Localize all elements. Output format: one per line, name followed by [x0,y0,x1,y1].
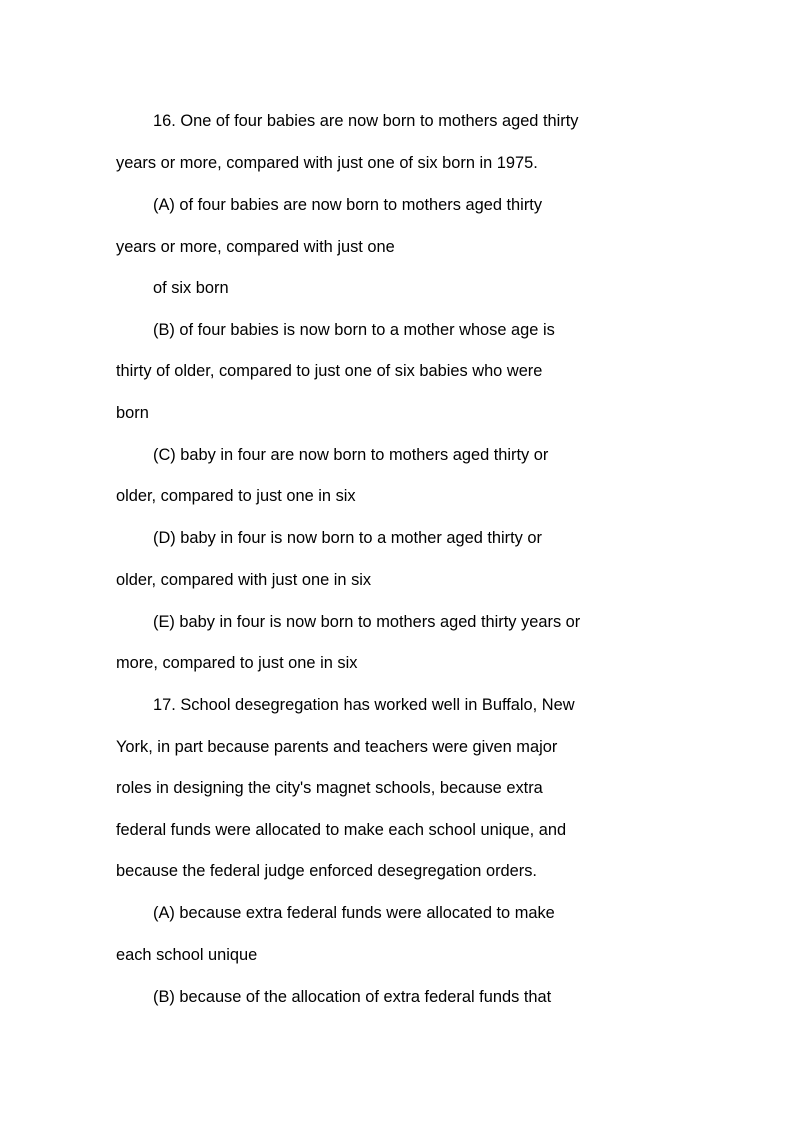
question-16-option-b-line-3: born [116,404,149,422]
question-16-option-b-line-2: thirty of older, compared to just one of six babies who were [116,362,543,380]
question-17-option-a-line-1: (A) because extra federal funds were allocated to make [153,904,555,922]
question-17-option-b-line-1: (B) because of the allocation of extra federal funds that [153,988,552,1006]
question-16-stem-line-2: years or more, compared with just one of six born in 1975. [116,154,538,172]
question-16-option-d-line-1: (D) baby in four is now born to a mother aged thirty or [153,529,543,547]
question-16-option-a-line-3: of six born [153,279,229,297]
question-17-stem-line-2: York, in part because parents and teachers were given major [116,738,558,756]
question-17-stem-line-1: 17. School desegregation has worked well in Buffalo, New [153,696,575,714]
question-16-option-c-line-1: (C) baby in four are now born to mothers aged thirty or [153,446,549,464]
question-17-option-a-line-2: each school unique [116,946,258,964]
question-16-option-a-line-1: (A) of four babies are now born to mothers aged thirty [153,196,543,214]
question-17-stem-line-4: federal funds were allocated to make each school unique, and [116,821,567,839]
question-16-option-c-line-2: older, compared to just one in six [116,487,356,505]
question-16-option-b-line-1: (B) of four babies is now born to a mother whose age is [153,321,555,339]
question-16-option-e-line-1: (E) baby in four is now born to mothers aged thirty years or [153,613,581,631]
question-17-stem-line-5: because the federal judge enforced desegregation orders. [116,862,537,880]
question-17-stem-line-3: roles in designing the city's magnet schools, because extra [116,779,543,797]
question-16-option-e-line-2: more, compared to just one in six [116,654,358,672]
question-16-option-a-line-2: years or more, compared with just one [116,238,395,256]
question-16-stem-line-1: 16. One of four babies are now born to mothers aged thirty [153,112,579,130]
question-16-option-d-line-2: older, compared with just one in six [116,571,372,589]
